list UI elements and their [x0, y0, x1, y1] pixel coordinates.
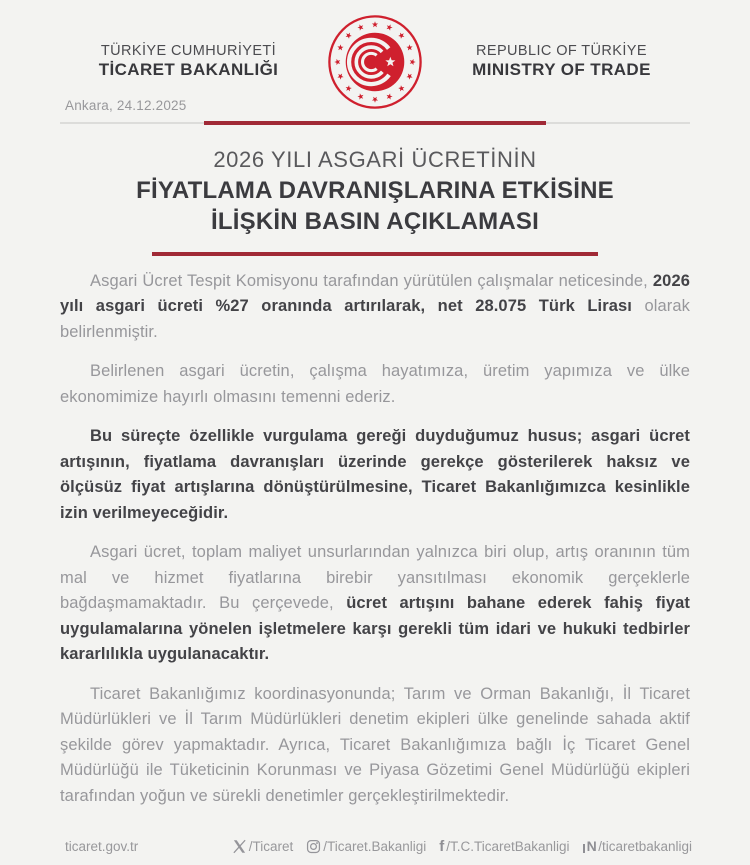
- text-run: 2026 yılı asgari ücreti %27 oranında artırılarak, net 28.075 Türk Lirası: [60, 271, 690, 316]
- title-line-1: 2026 YILI ASGARİ ÜCRETİNİN: [213, 147, 537, 172]
- text-run: Asgari Ücret Tespit Komisyonu tarafından yürütülen çalışmalar neticesinde,: [90, 271, 653, 290]
- footer: [65, 833, 692, 859]
- text-run: olarak belirlenmiştir.: [60, 297, 690, 341]
- social-link-instagram[interactable]: [306, 839, 426, 854]
- republic-title-tr: TÜRKİYE CUMHURİYETİ: [100, 43, 277, 60]
- page-title: [0, 146, 750, 256]
- social-handle: /Ticaret: [248, 838, 294, 854]
- instagram-icon: [306, 839, 321, 854]
- x-icon: [232, 839, 247, 854]
- ministry-title-en: MINISTRY OF TRADE: [472, 60, 651, 80]
- social-link-facebook[interactable]: [439, 839, 569, 854]
- ministry-title-tr: TİCARET BAKANLIĞI: [98, 60, 279, 80]
- text-run: ücret artışını bahane ederek fahiş fiyat uygulamalarına yönelen işletmelere karşı gerekli tüm idari ve hukuki tedbirler kararlılıkla uygulanacaktır.: [60, 594, 690, 664]
- text-run: Bu süreçte özellikle vurgulama gereği duyduğumuz husus; asgari ücret artışının, fiyatlama davranışları üzerinde gerekçe gösterilerek haksız ve ölçüsüz fiyat artışlarına dönüştürülmesine, Ticaret Bakanlığımızca kesinlikle izin verilmeyeceğidir.: [60, 427, 690, 522]
- nsosyal-icon: N: [583, 839, 597, 853]
- title-line-2: FİYATLAMA DAVRANIŞLARINA ETKİSİNE: [136, 176, 614, 204]
- header-right-block: [433, 43, 690, 80]
- dateline: Ankara, 24.12.2025: [65, 98, 187, 113]
- social-link-nsosyal[interactable]: [583, 839, 692, 854]
- title-underline: [152, 252, 598, 256]
- facebook-icon: f: [439, 837, 445, 855]
- paragraph: [60, 682, 690, 810]
- header-left-block: [60, 43, 317, 80]
- divider-red-segment: [204, 121, 546, 125]
- social-links: [232, 839, 692, 854]
- paragraph: [60, 424, 690, 526]
- text-run: Belirlenen asgari ücretin, çalışma hayatımıza, üretim yapımıza ve ülke ekonomimize hayırlı olmasını temenni ederiz.: [60, 362, 690, 406]
- header: [0, 0, 750, 110]
- title-line-3: İLİŞKİN BASIN AÇIKLAMASI: [211, 208, 539, 236]
- social-link-x[interactable]: [232, 839, 294, 854]
- text-run: Asgari ücret, toplam maliyet unsurlarından yalnızca biri olup, artış oranının tüm mal ve hizmet fiyatlarına birebir yansıtılması ekonomik gerçeklerle bağdaşmamaktadır. Bu çerçevede,: [60, 543, 690, 613]
- social-handle: /ticaretbakanligi: [598, 838, 692, 854]
- paragraph: [60, 359, 690, 410]
- republic-title-en: REPUBLIC OF TÜRKİYE: [476, 43, 647, 60]
- text-run: Ticaret Bakanlığımız koordinasyonunda; Tarım ve Orman Bakanlığı, İl Ticaret Müdürlükleri ve İl Tarım Müdürlükleri denetim ekipleri ülke genelinde sahada aktif şekilde görev yapmaktadır. Ayrıca, Ticaret Bakanlığımıza bağlı İç Ticaret Genel Müdürlüğü ile Tüketicinin Korunması ve Piyasa Gözetimi Genel Müdürlüğü ekipleri tarafından yoğun ve sürekli denetimler gerçekleştirilmektedir.: [60, 684, 690, 805]
- paragraph: [60, 269, 690, 346]
- body-paragraphs: [60, 269, 690, 810]
- social-handle: /Ticaret.Bakanligi: [323, 838, 427, 854]
- paragraph: [60, 540, 690, 668]
- social-handle: /T.C.TicaretBakanligi: [446, 838, 570, 854]
- ministry-of-trade-logo-icon: [327, 14, 423, 110]
- website-link[interactable]: ticaret.gov.tr: [65, 838, 139, 854]
- top-divider: [60, 120, 690, 126]
